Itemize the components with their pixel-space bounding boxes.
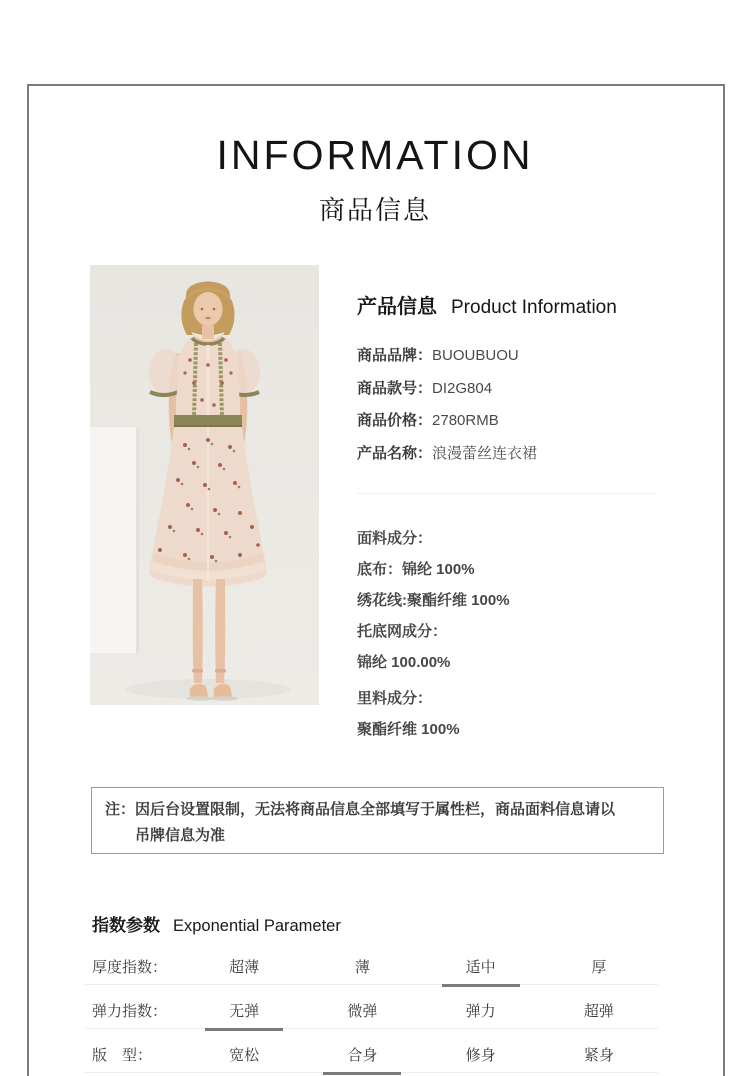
note-line-2: 吊牌信息为准 xyxy=(135,827,226,844)
param-option: 厚 xyxy=(591,959,607,976)
field-label: 产品名称： xyxy=(357,444,433,462)
param-options xyxy=(185,1044,658,1065)
field-label: 商品款号： xyxy=(357,379,433,397)
param-option: 超弹 xyxy=(583,1003,614,1020)
lining-composition xyxy=(357,683,662,745)
parameters-table xyxy=(85,941,658,1073)
note-box xyxy=(91,787,664,854)
fabric-line: 聚酯纤维 100% xyxy=(357,721,460,738)
parameters-heading xyxy=(92,911,341,936)
param-options xyxy=(185,1000,658,1021)
field-price xyxy=(357,405,662,438)
page-title: INFORMATION xyxy=(216,132,534,178)
param-label: 版 型： xyxy=(92,1047,153,1064)
param-option: 修身 xyxy=(465,1047,496,1064)
fabric-line: 面料成分： xyxy=(357,530,433,547)
field-value: DI2G804 xyxy=(432,379,493,397)
fabric-line: 里料成分： xyxy=(357,690,433,707)
fabric-line: 底布：锦纶 100% xyxy=(357,561,475,578)
model-photo-illustration xyxy=(90,265,319,705)
param-option: 宽松 xyxy=(229,1047,260,1064)
field-label: 商品价格： xyxy=(357,412,433,429)
note-prefix: 注： xyxy=(105,801,136,818)
fabric-line: 绣花线:聚酯纤维 100% xyxy=(357,592,510,609)
fabric-line: 托底网成分： xyxy=(357,623,448,640)
param-options xyxy=(185,956,658,977)
note-line-1: 因后台设置限制，无法将商品信息全部填写于属性栏，商品面料信息请以 xyxy=(135,801,616,818)
product-fields xyxy=(357,340,662,470)
product-photo xyxy=(90,265,319,705)
param-option: 紧身 xyxy=(583,1047,614,1064)
note-text xyxy=(135,797,615,844)
param-row-thickness xyxy=(85,941,658,985)
fabric-composition xyxy=(357,523,662,745)
param-option: 弹力 xyxy=(465,1003,496,1020)
parameters-heading-zh: 指数参数 xyxy=(92,916,160,935)
param-label: 弹力指数： xyxy=(92,1003,168,1020)
fabric-line: 锦纶 100.00% xyxy=(357,654,451,671)
page-subtitle: 商品信息 xyxy=(318,195,431,225)
product-info-heading xyxy=(357,290,662,319)
param-option-selected: 适中 xyxy=(422,956,540,977)
param-option: 微弹 xyxy=(347,1003,378,1020)
field-value: BUOUBUOU xyxy=(432,347,519,364)
param-option-selected: 无弹 xyxy=(185,1000,303,1021)
title-block xyxy=(0,132,750,227)
param-row-fit xyxy=(85,1029,658,1073)
field-value: 2780RMB xyxy=(432,412,499,429)
param-option: 超薄 xyxy=(229,959,260,976)
param-option: 薄 xyxy=(354,959,370,976)
param-option-selected: 合身 xyxy=(303,1044,421,1065)
parameters-heading-en: Exponential Parameter xyxy=(173,917,341,935)
field-value: 浪漫蕾丝连衣裙 xyxy=(432,444,538,462)
field-product-name xyxy=(357,438,662,471)
field-label: 商品品牌： xyxy=(357,347,433,364)
product-info-heading-zh: 产品信息 xyxy=(357,296,437,318)
field-brand xyxy=(357,340,662,373)
param-row-elasticity xyxy=(85,985,658,1029)
product-info-column xyxy=(357,290,662,745)
param-label: 厚度指数： xyxy=(92,959,168,976)
section-divider xyxy=(357,493,656,494)
field-style-number xyxy=(357,373,662,406)
product-info-heading-en: Product Information xyxy=(451,297,617,318)
